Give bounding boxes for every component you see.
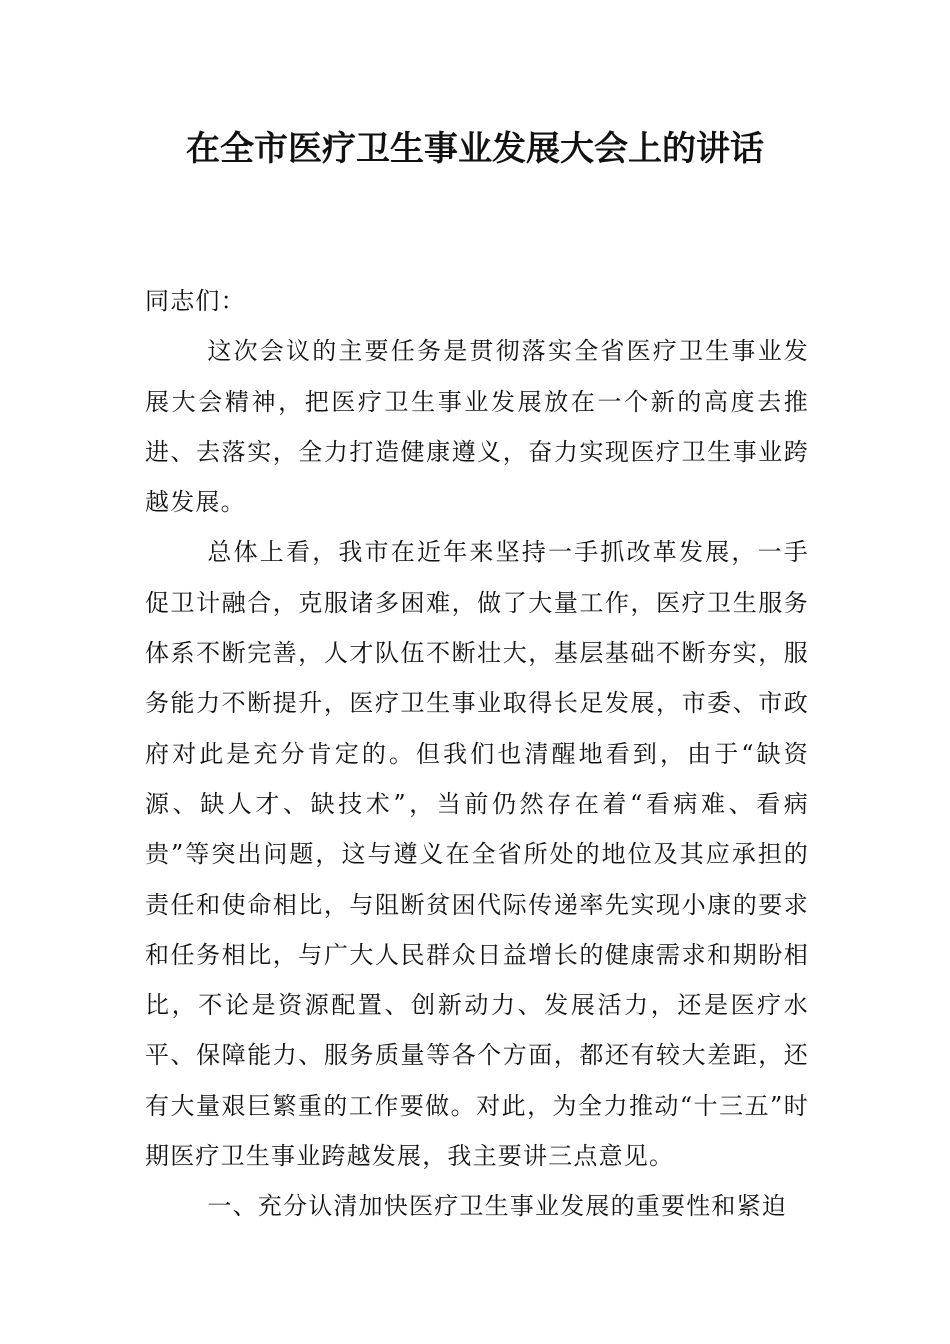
salutation: 同志们： [145, 287, 246, 315]
paragraph-2: 总体上看，我市在近年来坚持一手抓改革发展，一手促卫计融合，克服诸多困难，做了大量工作，医疗卫生服务体系不断完善，人才队伍不断壮大，基层基础不断夯实，服务能力不断提升，医疗卫生事业取得长足发展，市委、市政府对此是充分肯定的。但我们也清醒地看到，由于“缺资源、缺人才、缺技术”，当前仍然存在着“看病难、看病贵”等突出问题，这与遵义在全省所处的地位及其应承担的责任和使命相比，与阻断贫困代际传递率先实现小康的要求和任务相比，与广大人民群众日益增长的健康需求和期盼相比，不论是资源配置、创新动力、发展活力，还是医疗水平、保障能力、服务质量等各个方面，都还有较大差距，还有大量艰巨繁重的工作要做。对此，为全力推动“十三五”时期医疗卫生事业跨越发展，我主要讲三点意见。 [145, 538, 809, 1171]
document-body [145, 276, 809, 1232]
document-title: 在全市医疗卫生事业发展大会上的讲话 [186, 129, 764, 169]
paragraph-1: 这次会议的主要任务是贯彻落实全省医疗卫生事业发展大会精神，把医疗卫生事业发展放在一个新的高度去推进、去落实，全力打造健康遵义，奋力实现医疗卫生事业跨越发展。 [145, 337, 809, 517]
section-heading-1: 一、充分认清加快医疗卫生事业发展的重要性和紧迫 [207, 1192, 787, 1221]
